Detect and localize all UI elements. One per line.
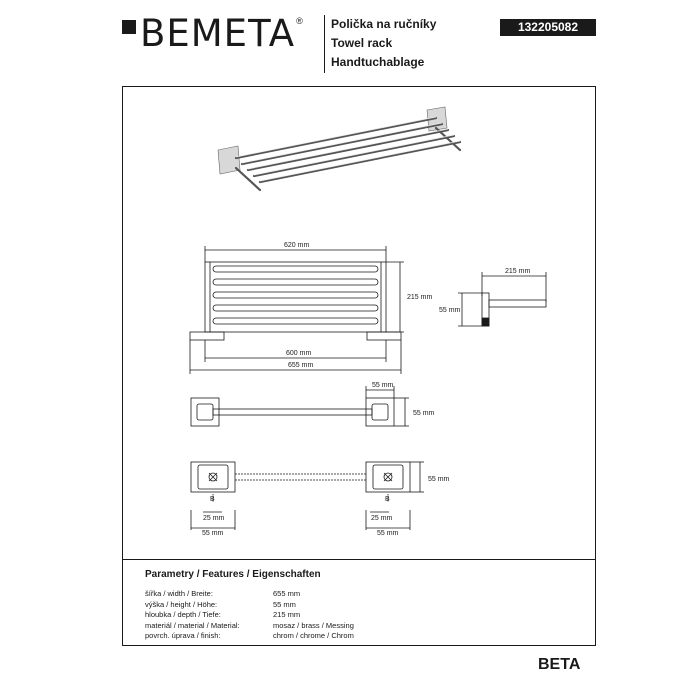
dim-label-620: 620 mm: [284, 242, 310, 249]
dim-label-215-height: 215 mm: [407, 294, 433, 301]
spec-value: mosaz / brass / Messing: [273, 620, 354, 630]
spec-label: šířka / width / Breite:: [145, 589, 213, 598]
dim-label-55-top-height: 55 mm: [413, 410, 435, 417]
product-photo: [218, 107, 460, 190]
spec-label: výška / height / Höhe:: [145, 599, 218, 609]
side-view: [458, 272, 546, 326]
mount-left-front: [190, 332, 224, 340]
spec-value: 55 mm: [273, 599, 296, 609]
mount-right-front: [367, 332, 401, 340]
product-name: BETA: [538, 656, 581, 673]
dim-label-55-left: 55 mm: [202, 530, 224, 537]
spec-value: chrom / chrome / Chrom: [273, 631, 354, 640]
dim-label-55-side: 55 mm: [439, 307, 461, 314]
spec-value: 215 mm: [273, 610, 301, 619]
title-german: Handtuchablage: [331, 55, 425, 69]
dim-label-55-mount: 55 mm: [428, 476, 450, 483]
dim-label-25-right: 25 mm: [371, 515, 393, 522]
dim-label-655: 655 mm: [288, 362, 314, 369]
dim-label-25-left: 25 mm: [203, 515, 225, 522]
features-title: Parametry / Features / Eigenschaften: [145, 569, 321, 580]
dim-label-55-top: 55 mm: [372, 382, 394, 389]
product-code: 132205082: [500, 19, 596, 36]
spec-label: hloubka / depth / Tiefe:: [145, 610, 221, 619]
brand-name: BEMETA: [140, 12, 296, 55]
title-czech: Polička na ručníky: [331, 17, 437, 31]
spec-label: povrch. úprava / finish:: [145, 631, 221, 640]
spec-label: materiál / material / Material:: [145, 620, 240, 630]
title-english: Towel rack: [331, 36, 393, 50]
dim-label-55-right: 55 mm: [377, 530, 399, 537]
top-view: [191, 386, 409, 426]
label-b-right: B: [385, 496, 390, 503]
dim-label-215-depth: 215 mm: [505, 268, 531, 275]
dim-label-600: 600 mm: [286, 350, 312, 357]
registered-mark: ®: [296, 16, 303, 26]
spec-value: 655 mm: [273, 589, 301, 598]
label-b-left: B: [210, 496, 215, 503]
